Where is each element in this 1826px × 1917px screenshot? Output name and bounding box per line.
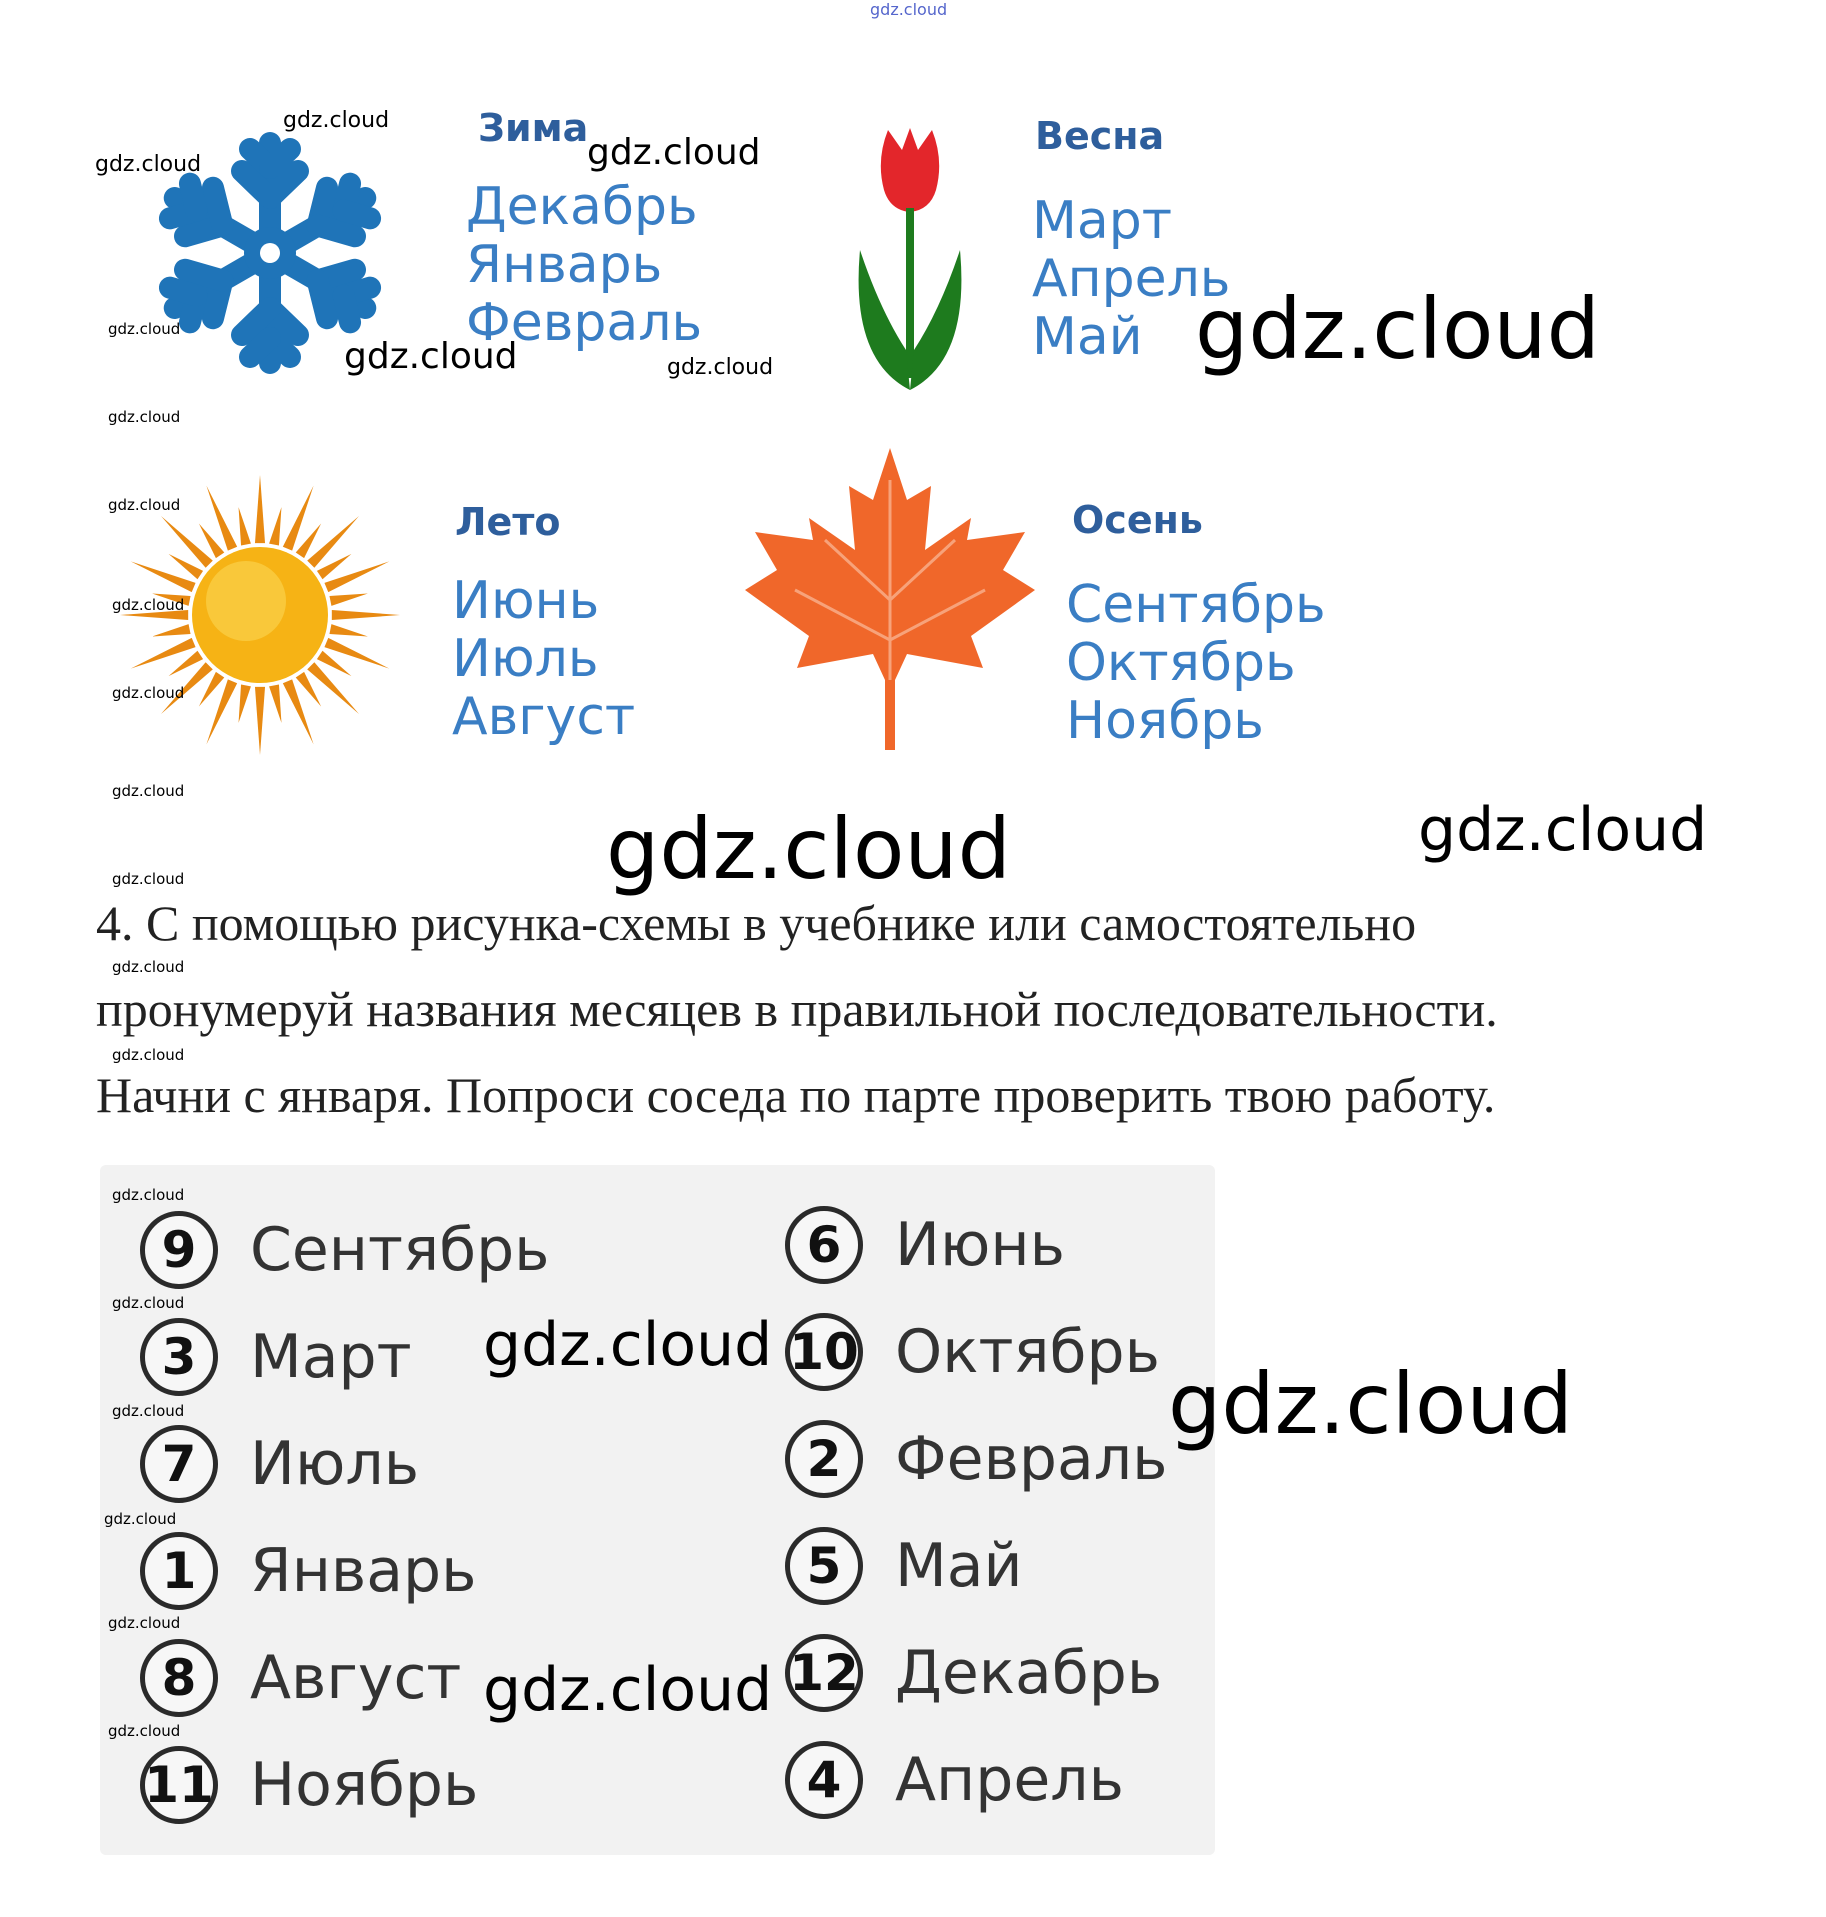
watermark: gdz.cloud (1418, 795, 1708, 865)
task-text (96, 880, 1796, 1138)
sun-ray (329, 594, 367, 606)
watermark: gdz.cloud (108, 496, 181, 514)
answer-month: Октябрь (895, 1317, 1160, 1387)
answer-row (140, 1419, 419, 1509)
task-line-3: Начни с января. Попроси соседа по парте проверить твою работу. (96, 1067, 1496, 1123)
answer-month: Декабрь (895, 1638, 1163, 1708)
spring-title: Весна (1035, 114, 1165, 158)
answer-row (140, 1526, 477, 1616)
watermark: gdz.cloud (112, 1402, 185, 1420)
watermark: gdz.cloud (112, 782, 185, 800)
answer-month: Май (895, 1531, 1023, 1601)
winter-month-3: Февраль (466, 293, 703, 353)
autumn-month-1: Сентябрь (1066, 575, 1326, 635)
sun-ray (239, 507, 251, 545)
number-circle: 8 (140, 1639, 218, 1717)
number-circle: 12 (785, 1634, 863, 1712)
number-circle: 5 (785, 1527, 863, 1605)
maple-leaf-icon (735, 440, 1045, 760)
autumn-month-2: Октябрь (1066, 633, 1296, 693)
answer-month: Ноябрь (250, 1750, 479, 1820)
watermark: gdz.cloud (483, 1310, 773, 1380)
watermark: gdz.cloud (108, 1614, 181, 1632)
watermark: gdz.cloud (112, 1186, 185, 1204)
task-line-1: 4. С помощью рисунка-схемы в учебнике или самостоятельно (96, 895, 1417, 951)
watermark: gdz.cloud (108, 408, 181, 426)
watermark: gdz.cloud (108, 1722, 181, 1740)
autumn-month-3: Ноябрь (1066, 691, 1264, 751)
watermark: gdz.cloud (108, 320, 181, 338)
sun-ray (255, 475, 265, 543)
number-circle: 1 (140, 1532, 218, 1610)
sun-ray (307, 662, 359, 714)
sun-ray (161, 516, 213, 568)
watermark: gdz.cloud (283, 108, 390, 133)
answer-month: Февраль (895, 1424, 1168, 1494)
number-circle: 3 (140, 1318, 218, 1396)
number-circle: 4 (785, 1741, 863, 1819)
sun-ray (329, 624, 367, 636)
watermark: gdz.cloud (112, 870, 185, 888)
winter-title: Зима (478, 106, 589, 150)
summer-month-1: Июнь (452, 571, 600, 631)
watermark: gdz.cloud (95, 152, 202, 177)
answer-month: Сентябрь (250, 1215, 550, 1285)
summer-month-2: Июль (452, 629, 599, 689)
watermark: gdz.cloud (112, 1046, 185, 1064)
sun-ray (152, 624, 190, 636)
watermark: gdz.cloud (112, 958, 185, 976)
spring-month-2: Апрель (1032, 249, 1231, 309)
number-circle: 2 (785, 1420, 863, 1498)
number-circle: 9 (140, 1211, 218, 1289)
answer-month: Июль (250, 1429, 420, 1499)
winter-month-1: Декабрь (466, 177, 698, 237)
watermark: gdz.cloud (112, 1294, 185, 1312)
answer-month: Апрель (895, 1745, 1124, 1815)
summer-month-3: Август (452, 687, 636, 747)
task-line-2: пронумеруй названия месяцев в правильной последовательности. (96, 981, 1498, 1037)
watermark: gdz.cloud (112, 684, 185, 702)
answer-month: Январь (250, 1536, 477, 1606)
number-circle: 10 (785, 1313, 863, 1391)
watermark: gdz.cloud (587, 132, 761, 173)
sun-ray (269, 507, 281, 545)
watermark: gdz.cloud (483, 1655, 773, 1725)
sun-ray (269, 684, 281, 722)
sun-ray (255, 687, 265, 755)
number-circle: 11 (140, 1746, 218, 1824)
answer-row (785, 1307, 1160, 1397)
number-circle: 7 (140, 1425, 218, 1503)
autumn-title: Осень (1072, 498, 1203, 542)
answer-row (785, 1414, 1168, 1504)
answer-row (140, 1633, 461, 1723)
watermark: gdz.cloud (104, 1510, 177, 1528)
winter-month-2: Январь (466, 235, 663, 295)
sun-ray (307, 516, 359, 568)
watermark: gdz.cloud (1168, 1355, 1573, 1453)
spring-month-1: Март (1032, 191, 1173, 251)
answer-row (140, 1740, 478, 1830)
watermark: gdz.cloud (606, 800, 1011, 898)
summer-title: Лето (455, 500, 561, 544)
answer-month: Август (250, 1643, 462, 1713)
watermark: gdz.cloud (344, 336, 518, 377)
watermark: gdz.cloud (112, 596, 185, 614)
answer-month: Март (250, 1322, 412, 1392)
answer-row (140, 1312, 412, 1402)
watermark: gdz.cloud (1195, 280, 1600, 378)
answer-row (785, 1200, 1065, 1290)
answer-row (785, 1735, 1124, 1825)
sun-ray (239, 684, 251, 722)
tulip-icon (840, 120, 980, 400)
answer-month: Июнь (895, 1210, 1065, 1280)
answer-row (140, 1205, 550, 1295)
sun-ray (332, 610, 400, 620)
number-circle: 6 (785, 1206, 863, 1284)
watermark: gdz.cloud (667, 355, 774, 380)
answer-row (785, 1628, 1162, 1718)
source-mark: gdz.cloud (870, 0, 948, 19)
answer-row (785, 1521, 1023, 1611)
spring-month-3: Май (1032, 307, 1143, 367)
